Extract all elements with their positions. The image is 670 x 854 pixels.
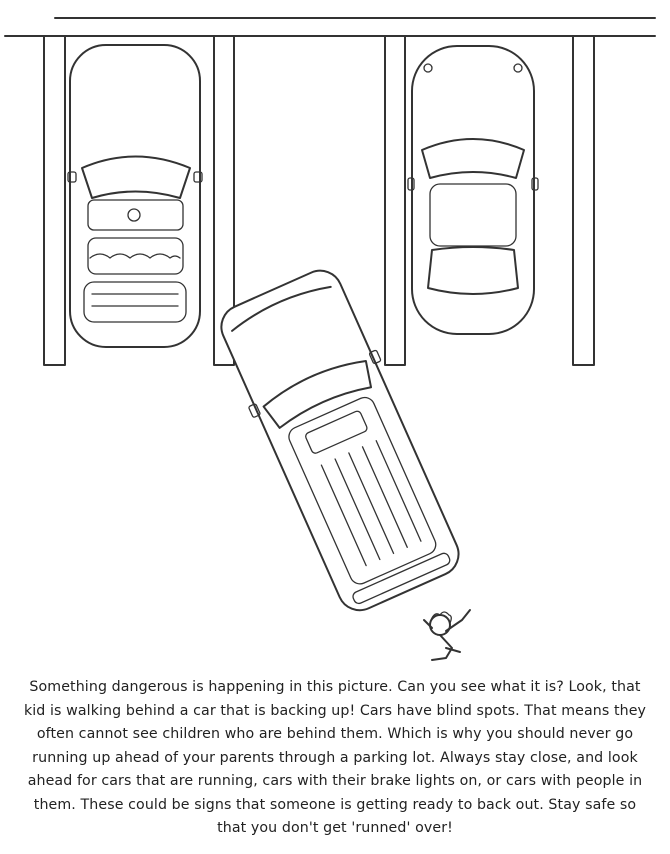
parked-car-right — [408, 46, 538, 334]
parked-car-left — [68, 45, 202, 347]
walking-kid — [424, 610, 470, 660]
curb-lines — [5, 18, 655, 36]
caption-text: Something dangerous is happening in this picture. Can you see what it is? Look, that kid is walking behind a car that is backing up! Cars have blind spots. That means they often cannot see children who are behind them. Which is why you should never go running up ahead of your parents through a parking lot. Always stay close, and look ahead for cars that are running, cars with their brake lights on, or cars with people in them. These could be signs that someone is getting ready to back out. Stay safe so that you don't get 'runned' over! — [23, 679, 647, 836]
